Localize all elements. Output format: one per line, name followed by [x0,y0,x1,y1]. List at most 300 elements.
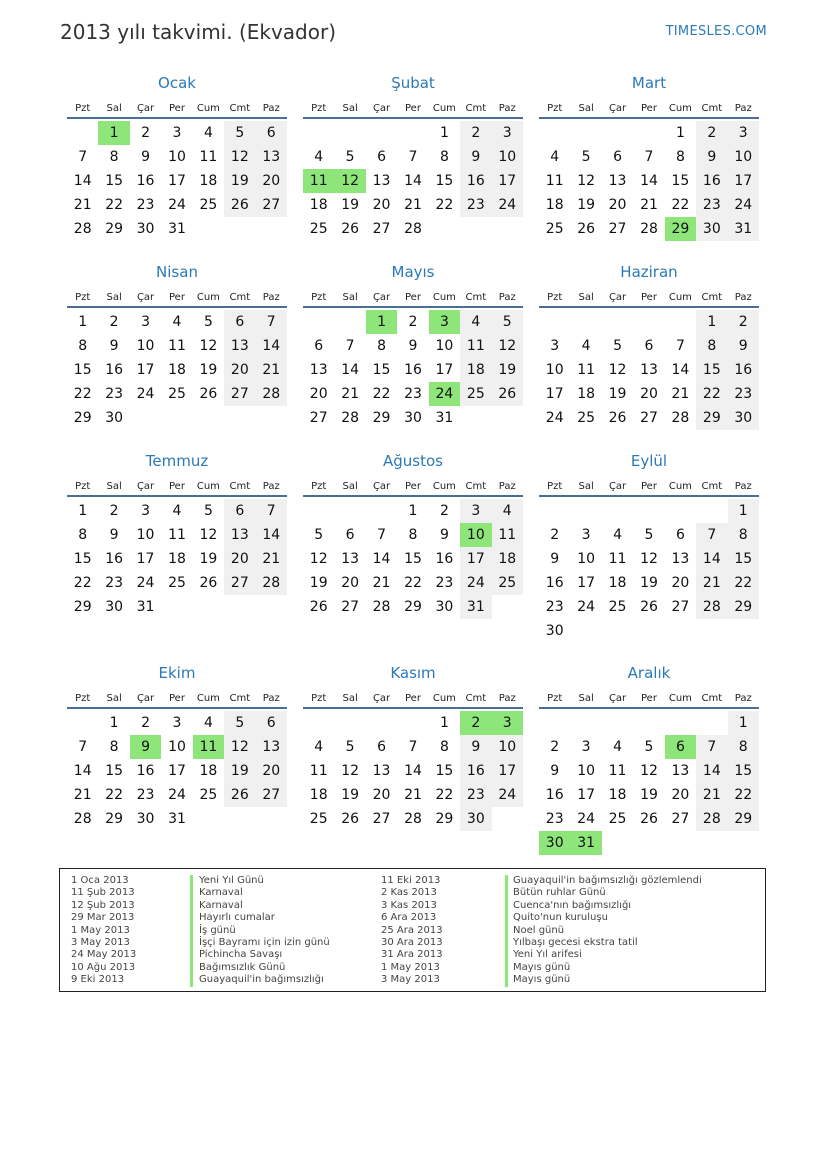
empty-cell [665,310,696,334]
day-cell: 15 [73,551,92,567]
day-cell: 27 [256,783,287,807]
weekday-header [539,283,759,308]
empty-cell [303,121,334,145]
empty-cell [334,121,365,145]
day-cell: 14 [404,763,422,779]
day-cell: 22 [435,197,454,213]
empty-cell [602,499,633,523]
day-cell: 1 [439,125,449,141]
day-cell: 6 [314,338,324,354]
weekday-label: Per [169,103,185,114]
day-cell: 5 [314,527,324,543]
page-title: 2013 yılı takvimi. (Ekvador) [60,20,337,44]
day-cell: 6 [256,121,287,145]
weekday-label: Cum [668,292,692,303]
day-cell: 15 [105,763,124,779]
day-cell: 9 [550,551,560,567]
day-cell: 17 [136,362,155,378]
day-cell: 4 [613,527,623,543]
weekday-label: Pzt [75,481,91,492]
day-cell: 2 [550,739,560,755]
day-cell: 19 [199,551,218,567]
legend-row: İş günü [199,924,236,936]
day-cell: 29 [73,410,92,426]
day-cell: 7 [408,739,418,755]
empty-cell [539,711,570,735]
day-cell: 26 [341,221,360,237]
weekday-label: Per [169,481,185,492]
legend-row: Karnaval [199,887,243,899]
day-cell: 25 [168,575,186,591]
weekday-header [539,472,759,497]
legend-row: Bağımsızlık Günü [199,961,286,973]
day-cell: 23 [696,193,727,217]
weekday-label: Cmt [229,481,251,492]
day-cell: 26 [640,599,658,615]
weekday-header [67,94,287,119]
day-cell: 2 [550,527,560,543]
day-cell: 3 [141,503,151,519]
day-grid [303,310,523,430]
day-cell: 28 [640,221,658,237]
weekday-label: Çar [608,693,627,704]
empty-cell [334,499,365,523]
holiday-day-cell: 24 [429,382,460,406]
day-cell: 17 [545,386,564,402]
weekday-label: Paz [498,103,516,114]
weekday-label: Cmt [229,103,251,114]
day-cell: 8 [439,739,449,755]
day-cell: 26 [640,811,658,827]
month-block [539,261,759,430]
holiday-day-cell: 1 [366,310,397,334]
day-cell: 5 [581,149,591,165]
day-cell: 19 [492,358,523,382]
legend-row: 24 May 2013 [71,949,137,961]
day-cell: 29 [435,811,454,827]
day-cell: 23 [136,197,155,213]
day-cell: 5 [345,739,355,755]
day-grid [67,499,287,619]
holiday-day-cell: 6 [665,735,696,759]
day-cell: 15 [435,763,454,779]
empty-cell [366,711,397,735]
weekday-label: Pzt [547,481,563,492]
day-cell: 24 [168,787,186,803]
weekday-label: Cmt [701,292,723,303]
day-cell: 23 [545,811,564,827]
day-cell: 16 [105,362,124,378]
day-grid [67,711,287,831]
month-name: Aralık [627,664,671,682]
day-cell: 4 [550,149,560,165]
day-cell: 13 [372,173,391,189]
day-cell: 10 [492,145,523,169]
day-cell: 20 [640,386,658,402]
day-cell: 3 [550,338,560,354]
day-cell: 19 [309,575,328,591]
weekday-label: Çar [136,292,155,303]
legend-row: 1 May 2013 [381,961,440,973]
day-cell: 29 [728,807,759,831]
day-cell: 25 [199,197,218,213]
empty-cell [397,121,428,145]
day-cell: 20 [671,787,690,803]
day-cell: 20 [671,575,690,591]
weekday-label: Pzt [75,103,91,114]
day-cell: 8 [728,523,759,547]
day-cell: 30 [105,599,124,615]
month-name: Nisan [156,263,198,281]
day-cell: 3 [728,121,759,145]
day-cell: 9 [728,334,759,358]
day-cell: 3 [492,121,523,145]
day-cell: 11 [492,523,523,547]
weekday-label: Çar [608,103,627,114]
day-cell: 21 [404,787,422,803]
day-cell: 6 [224,499,255,523]
weekday-label: Paz [734,481,752,492]
day-cell: 4 [613,739,623,755]
day-cell: 22 [73,386,92,402]
holiday-day-cell: 2 [460,711,491,735]
day-cell: 15 [404,551,422,567]
weekday-label: Per [405,481,421,492]
empty-cell [67,711,98,735]
empty-cell [366,499,397,523]
day-cell: 11 [545,173,564,189]
day-cell: 8 [109,149,119,165]
weekday-label: Paz [734,292,752,303]
day-cell: 6 [224,310,255,334]
weekday-label: Paz [262,693,280,704]
weekday-header [67,283,287,308]
day-cell: 10 [492,735,523,759]
day-cell: 23 [105,386,124,402]
day-cell: 17 [136,551,155,567]
day-cell: 3 [172,125,182,141]
month-name: Ekim [158,664,196,682]
holiday-day-cell: 11 [193,735,224,759]
day-cell: 22 [671,197,690,213]
day-cell: 1 [408,503,418,519]
weekday-label: Paz [262,292,280,303]
day-cell: 10 [577,763,596,779]
day-cell: 25 [199,787,218,803]
month-name: Eylül [630,452,668,470]
day-cell: 13 [341,551,360,567]
day-cell: 1 [439,715,449,731]
holiday-day-cell: 31 [570,831,601,855]
day-cell: 13 [256,145,287,169]
day-cell: 6 [613,149,623,165]
day-cell: 6 [644,338,654,354]
day-cell: 7 [78,149,88,165]
day-cell: 22 [404,575,422,591]
day-cell: 18 [309,787,328,803]
day-cell: 27 [309,410,328,426]
day-cell: 9 [408,338,418,354]
day-cell: 15 [728,759,759,783]
day-cell: 4 [492,499,523,523]
day-cell: 28 [671,410,690,426]
weekday-label: Per [405,103,421,114]
weekday-label: Per [169,292,185,303]
day-cell: 18 [608,575,627,591]
day-cell: 17 [460,547,491,571]
day-cell: 26 [309,599,328,615]
empty-cell [665,711,696,735]
day-grid [303,121,523,241]
day-cell: 26 [492,382,523,406]
day-cell: 29 [105,811,124,827]
legend-row: 11 Şub 2013 [71,887,135,899]
day-cell: 27 [372,811,391,827]
day-cell: 12 [492,334,523,358]
day-cell: 24 [136,386,155,402]
weekday-label: Sal [106,481,122,492]
day-cell: 29 [372,410,391,426]
day-cell: 20 [309,386,328,402]
day-cell: 28 [256,382,287,406]
day-cell: 2 [696,121,727,145]
day-cell: 19 [224,759,255,783]
day-cell: 5 [644,739,654,755]
day-cell: 10 [728,145,759,169]
day-cell: 26 [199,575,218,591]
day-cell: 19 [577,197,596,213]
day-cell: 15 [73,362,92,378]
day-cell: 25 [545,221,564,237]
day-cell: 5 [224,711,255,735]
day-cell: 30 [435,599,454,615]
day-cell: 23 [460,193,491,217]
day-cell: 26 [224,193,255,217]
day-cell: 16 [460,169,491,193]
weekday-label: Paz [734,693,752,704]
legend-right-names [513,875,702,987]
day-cell: 22 [73,575,92,591]
month-name: Ağustos [383,452,443,470]
month-name: Mart [631,74,667,92]
day-grid [539,711,759,855]
legend-row: 1 May 2013 [71,924,130,936]
legend-row: Pichincha Savaşı [199,949,283,961]
day-cell: 18 [492,547,523,571]
legend-row: 9 Eki 2013 [71,974,125,986]
day-cell: 11 [309,763,328,779]
day-cell: 15 [696,358,727,382]
day-cell: 18 [168,551,186,567]
brand-link[interactable]: TIMESLES.COM [665,24,767,39]
legend-row: Quito'nun kuruluşu [513,912,608,924]
weekday-label: Cmt [465,292,487,303]
day-cell: 18 [168,362,186,378]
weekday-label: Paz [262,481,280,492]
empty-cell [696,711,727,735]
weekday-label: Per [169,693,185,704]
weekday-label: Pzt [547,292,563,303]
weekday-label: Per [405,292,421,303]
day-cell: 30 [460,807,491,831]
month-block [303,450,523,619]
legend-row: Noel günü [513,924,565,936]
empty-cell [570,499,601,523]
weekday-label: Çar [372,103,391,114]
day-cell: 13 [671,763,690,779]
day-cell: 11 [199,149,218,165]
day-cell: 14 [671,362,690,378]
legend-row: 6 Ara 2013 [381,912,437,924]
day-cell: 8 [728,735,759,759]
day-cell: 23 [435,575,454,591]
holiday-day-cell: 3 [429,310,460,334]
day-cell: 9 [109,527,119,543]
empty-cell [334,310,365,334]
legend-row: Guayaquil'in bağımsızlığı [199,974,324,986]
day-cell: 7 [675,338,685,354]
day-cell: 8 [377,338,387,354]
legend-row: Hayırlı cumalar [199,912,275,924]
day-cell: 14 [256,523,287,547]
weekday-label: Sal [342,481,358,492]
day-cell: 27 [224,382,255,406]
weekday-label: Cum [668,693,692,704]
weekday-label: Sal [578,481,594,492]
day-cell: 9 [141,149,151,165]
day-cell: 12 [577,173,596,189]
day-cell: 4 [203,125,213,141]
day-cell: 20 [341,575,360,591]
day-cell: 18 [309,197,328,213]
day-cell: 2 [439,503,449,519]
day-cell: 21 [341,386,360,402]
day-cell: 28 [73,811,92,827]
weekday-label: Paz [498,292,516,303]
day-cell: 11 [168,338,186,354]
weekday-label: Cmt [465,693,487,704]
day-cell: 12 [199,527,218,543]
day-cell: 14 [404,173,422,189]
day-cell: 17 [168,173,186,189]
day-cell: 10 [136,338,155,354]
day-cell: 1 [78,503,88,519]
day-cell: 14 [640,173,658,189]
day-cell: 27 [256,193,287,217]
day-cell: 2 [460,121,491,145]
weekday-label: Per [641,481,657,492]
weekday-label: Cmt [701,481,723,492]
day-cell: 4 [172,503,182,519]
day-cell: 25 [460,382,491,406]
day-cell: 9 [460,735,491,759]
empty-cell [633,121,664,145]
day-cell: 1 [675,125,685,141]
day-cell: 17 [492,169,523,193]
weekday-label: Sal [106,292,122,303]
day-cell: 31 [168,811,186,827]
weekday-label: Cum [432,103,456,114]
day-cell: 12 [640,551,658,567]
day-cell: 3 [581,739,591,755]
month-block [67,72,287,241]
day-cell: 28 [341,410,360,426]
day-cell: 13 [224,334,255,358]
legend-row: 3 May 2013 [71,936,130,948]
day-cell: 19 [608,386,627,402]
day-cell: 21 [696,571,727,595]
holiday-legend [59,868,766,992]
day-cell: 23 [460,783,491,807]
day-cell: 5 [492,310,523,334]
weekday-label: Sal [342,292,358,303]
empty-cell [539,121,570,145]
day-cell: 23 [545,599,564,615]
day-cell: 14 [372,551,391,567]
day-cell: 23 [105,575,124,591]
day-cell: 15 [728,547,759,571]
day-cell: 22 [105,787,124,803]
month-block [303,72,523,241]
day-cell: 20 [608,197,627,213]
day-cell: 14 [696,547,727,571]
weekday-label: Cmt [229,292,251,303]
day-cell: 10 [168,149,186,165]
day-cell: 15 [671,173,690,189]
day-cell: 19 [199,362,218,378]
day-cell: 16 [545,575,564,591]
day-cell: 9 [439,527,449,543]
day-cell: 19 [640,787,658,803]
day-cell: 29 [105,221,124,237]
legend-row: 29 Mar 2013 [71,912,135,924]
day-cell: 25 [492,571,523,595]
weekday-label: Cum [196,292,220,303]
day-cell: 28 [696,807,727,831]
day-cell: 21 [372,575,391,591]
weekday-label: Pzt [75,292,91,303]
day-cell: 23 [136,787,155,803]
day-cell: 28 [73,221,92,237]
day-cell: 21 [404,197,422,213]
weekday-header [303,684,523,709]
weekday-label: Çar [136,481,155,492]
day-cell: 24 [577,811,596,827]
day-cell: 19 [341,197,360,213]
day-cell: 12 [224,735,255,759]
legend-row: İşçi Bayramı için izin günü [199,936,330,948]
day-cell: 18 [577,386,596,402]
day-cell: 16 [136,173,155,189]
day-cell: 24 [136,575,155,591]
weekday-label: Çar [608,292,627,303]
legend-row: 3 Kas 2013 [381,899,437,911]
weekday-header [303,472,523,497]
day-cell: 21 [256,547,287,571]
day-cell: 5 [613,338,623,354]
weekday-label: Çar [372,481,391,492]
day-cell: 25 [577,410,596,426]
empty-cell [633,499,664,523]
day-cell: 16 [435,551,454,567]
month-name: Haziran [620,263,678,281]
day-cell: 15 [105,173,124,189]
month-block [303,662,523,831]
day-cell: 5 [224,121,255,145]
holiday-day-cell: 10 [460,523,491,547]
day-cell: 2 [109,503,119,519]
day-cell: 10 [545,362,564,378]
